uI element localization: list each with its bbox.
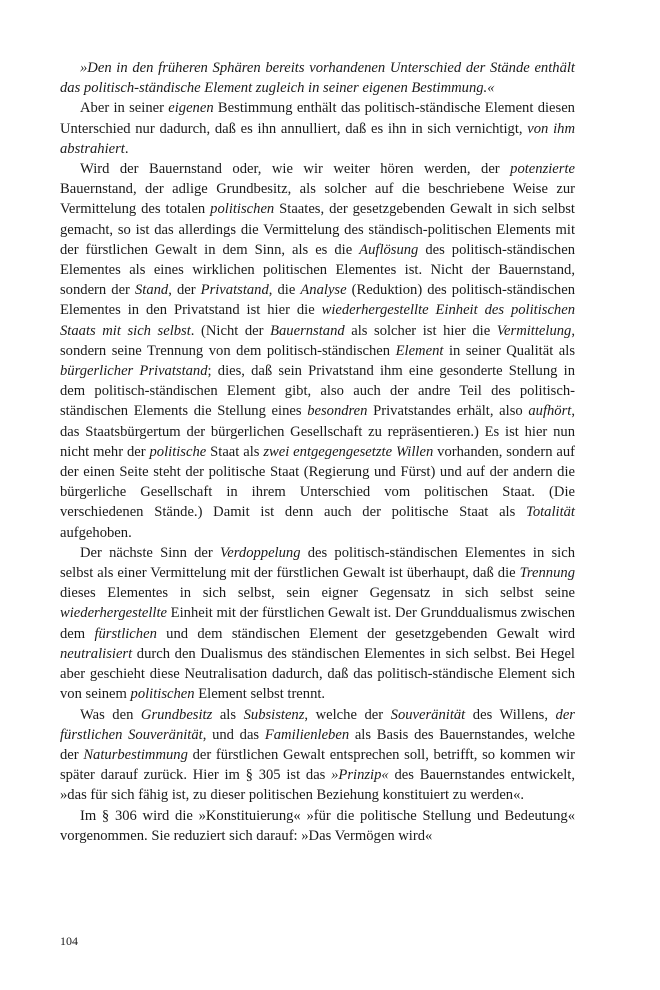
italic-run: »Prinzip« — [331, 767, 389, 784]
text-run: ; dies, daß sein Privatstand ihm eine gesonderte Stellung in dem politisch-ständischen Element gibt, also auch der andre Teil des politisch-ständischen Elements die Stellung eines — [60, 363, 575, 420]
text-run: Was den — [80, 706, 141, 723]
italic-run: politischen — [130, 686, 195, 703]
text-run: Bauernstand, der adlige Grundbesitz, als solcher auf die beschriebene Weise zur Vermittelung des totalen — [60, 181, 575, 218]
text-run: , der — [168, 282, 201, 299]
italic-run: eigenen — [168, 100, 214, 117]
italic-run: neutralisiert — [60, 645, 133, 662]
text-run: , sondern seine Trennung von dem politisch-ständischen — [60, 322, 575, 359]
text-run: vorhanden, sondern auf der einen Seite steht der politische Staat (Regierung und Fürst) und auf der andern die bürgerliche Gesellschaft in ihrem Unterschied vom politischen Staat. (Die verschiedenen Stände.) Damit ist denn auch der politische Staat als — [60, 443, 576, 521]
italic-run: Privatstand — [200, 282, 269, 299]
text-run: des Bauernstandes entwickelt, »das für sich fähig ist, zu dieser politischen Beziehung konstituiert zu werden«. — [60, 767, 575, 804]
text-run: des politisch-ständischen Elementes als eines wirklichen politischen Elementes ist. Nicht der Bauernstand, sondern der — [60, 241, 576, 299]
text-run: . — [124, 140, 129, 157]
paragraph-4 — [60, 543, 575, 705]
italic-run: Naturbestimmung — [83, 746, 188, 763]
italic-run: der fürstlichen Souveränität — [60, 706, 575, 743]
italic-run: Subsistenz — [243, 706, 305, 723]
italic-run: politischen — [210, 201, 275, 218]
text-run: als solcher ist hier die — [344, 322, 497, 339]
italic-run: potenzierte — [510, 161, 575, 178]
text-run: Der nächste Sinn der — [80, 544, 220, 561]
text-run: des Willens, — [465, 706, 556, 723]
italic-run: Vermittelung — [496, 322, 572, 339]
text-run: aufgehoben. — [60, 524, 132, 541]
italic-run: Element — [395, 342, 444, 359]
italic-run: wiederhergestellte — [60, 605, 167, 622]
paragraph-1 — [60, 58, 575, 98]
italic-run: bürgerlicher Privatstand — [60, 363, 208, 380]
text-run: , die — [268, 282, 301, 299]
text-run: (Reduktion) des politisch-ständischen Elementes in den Privatstand ist hier die — [60, 282, 575, 319]
italic-run: Stand — [134, 282, 169, 299]
italic-run: Trennung — [519, 565, 575, 582]
text-run: Bestimmung enthält das politisch-ständische Element diesen Unterschied nur dadurch, daß es ihn annulliert, daß es ihn in sich vernichtigt, — [60, 100, 575, 137]
text-run: als Basis des Bauernstandes, welche der — [60, 726, 576, 763]
text-run: Im § 306 wird die »Konstituierung« »für die politische Stellung und Bedeutung« vorgenommen. Sie reduziert sich darauf: »Das Vermögen wird« — [60, 807, 575, 844]
italic-run: fürstlichen — [94, 625, 157, 642]
text-run: als — [212, 706, 244, 723]
italic-run: Verdoppelung — [219, 544, 301, 561]
text-run: des politisch-ständischen Elementes in sich selbst als einer Vermittelung mit der fürstlichen Gewalt ist überhaupt, daß die — [60, 544, 575, 582]
italic-run: »Den in den früheren Sphären bereits vorhandenen Unterschied der Stände enthält das politisch-ständische Element zugleich in seiner eigenen Bestimmung.« — [60, 60, 575, 97]
text-run: der fürstlichen Gewalt entsprechen soll, betrifft, so kommen wir später darauf zurück. Hier im § 305 ist das — [60, 746, 575, 784]
page-body — [60, 58, 575, 846]
text-run: Staates, der gesetzgebenden Gewalt in sich selbst gemacht, so ist das allerdings die Vermittelung des ständisch-politischen Elements mit der fürstlichen Gewalt in dem Sinn, als es die — [60, 201, 575, 258]
paragraph-6 — [60, 806, 575, 846]
italic-run: Auflösung — [359, 241, 419, 258]
text-run: in seiner Qualität als — [443, 342, 575, 359]
italic-run: Totalität — [526, 504, 575, 521]
text-run: Einheit mit der fürstlichen Gewalt ist. Der Grunddualismus zwischen dem — [60, 605, 575, 642]
text-run: Wird der Bauernstand oder, wie wir weiter hören werden, der — [80, 161, 511, 178]
text-run: durch den Dualismus des ständischen Elementes in sich selbst. Bei Hegel aber geschieht diese Neutralisation dadurch, daß das politisch-ständische Element sich von seinem — [60, 645, 575, 703]
text-run: Staat als — [206, 443, 264, 460]
italic-run: Analyse — [300, 282, 347, 299]
text-run: . (Nicht der — [190, 322, 271, 339]
italic-run: von ihm abstrahiert — [60, 120, 575, 157]
text-run: Element selbst trennt. — [194, 686, 326, 703]
italic-run: Souveränität — [390, 706, 466, 723]
italic-run: Grundbesitz — [140, 706, 213, 723]
italic-run: wiederhergestellte Einheit des politischen Staats mit sich selbst — [60, 302, 575, 339]
text-run: , das Staatsbürgertum der bürgerlichen Gesellschaft zu repräsentieren.) Es ist hier nun nicht mehr der — [60, 403, 575, 460]
text-run: Aber in seiner — [80, 100, 169, 117]
page-number: 104 — [60, 934, 78, 948]
paragraph-5 — [60, 705, 575, 806]
italic-run: Bauernstand — [270, 322, 345, 339]
italic-run: zwei entgegengesetzte Willen — [263, 443, 434, 460]
text-run: und dem ständischen Element der gesetzgebenden Gewalt wird — [156, 625, 575, 642]
text-run: dieses Elementes in sich selbst, sein eigner Gegensatz in sich selbst seine — [60, 585, 575, 602]
paragraph-2 — [60, 98, 575, 159]
italic-run: Familienleben — [264, 726, 350, 743]
italic-run: politische — [149, 443, 207, 460]
italic-run: besondren — [307, 403, 368, 420]
text-run: , welche der — [304, 706, 391, 723]
text-run: , und das — [202, 726, 265, 743]
italic-run: aufhört — [528, 403, 572, 420]
paragraph-3 — [60, 159, 575, 543]
text-run: Privatstandes erhält, also — [367, 403, 529, 420]
